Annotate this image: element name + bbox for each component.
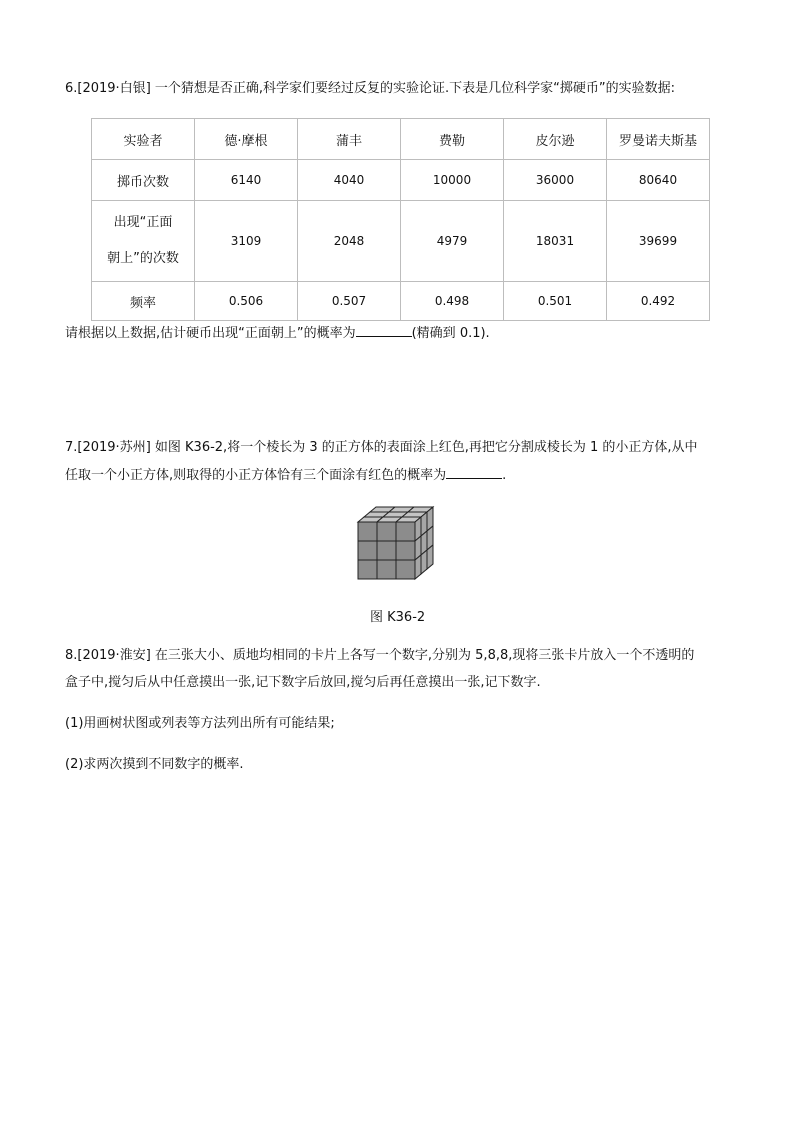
q7-line2 [65,466,506,485]
row-label-line: 朝上”的次数 [107,251,179,266]
q6-question-text: 请根据以上数据,估计硬币出现“正面朝上”的概率为 [65,326,356,341]
cube-side-square [415,555,421,579]
cube-front-square [396,522,415,541]
header-cell: 实验者 [92,119,195,160]
header-cell: 德·摩根 [195,119,298,160]
cube-front-square [377,522,396,541]
table-row [92,160,710,201]
answer-blank [356,324,412,337]
table-cell: 10000 [401,160,504,201]
table-cell: 6140 [195,160,298,201]
q7-line1: 7.[2019·苏州] 如图 K36-2,将一个棱长为 3 的正方体的表面涂上红色,再把它分割成棱长为 1 的小正方体,从中 [65,440,698,455]
table-cell: 0.506 [195,282,298,321]
table-row [92,282,710,321]
q8-line2: 盒子中,搅匀后从中任意摸出一张,记下数字后放回,搅匀后再任意摸出一张,记下数字. [65,675,541,690]
table-cell: 2048 [298,201,401,282]
q8-part2: (2)求两次摸到不同数字的概率. [65,757,244,772]
table-cell: 0.492 [607,282,710,321]
table-cell: 0.507 [298,282,401,321]
q8-part1: (1)用画树状图或列表等方法列出所有可能结果; [65,716,335,731]
answer-blank [446,466,502,479]
q6-question-note: (精确到 0.1). [411,326,490,341]
table-cell: 0.501 [504,282,607,321]
header-cell: 皮尔逊 [504,119,607,160]
q7-period: . [502,468,507,483]
table-cell: 39699 [607,201,710,282]
row-label: 掷币次数 [92,160,195,201]
cube-side-square [421,550,427,574]
cube-figure [356,505,438,587]
cube-front-square [358,522,377,541]
experiment-table [91,118,710,321]
q7-question-text: 任取一个小正方体,则取得的小正方体恰有三个面涂有红色的概率为 [65,468,447,483]
cube-side-square [427,545,433,569]
table-cell: 18031 [504,201,607,282]
figure-caption: 图 K36-2 [370,610,426,625]
cube-front-square [377,560,396,579]
rubiks-cube-icon [358,507,433,579]
table-cell: 36000 [504,160,607,201]
header-cell: 费勒 [401,119,504,160]
row-label-line: 出现“正面 [113,215,173,230]
cube-front-square [396,560,415,579]
header-cell: 蒲丰 [298,119,401,160]
table-cell: 80640 [607,160,710,201]
header-cell: 罗曼诺夫斯基 [607,119,710,160]
table-cell: 4979 [401,201,504,282]
table-header-row [92,119,710,160]
cube-front-square [358,560,377,579]
q6-question [65,324,490,343]
row-label: 频率 [92,282,195,321]
row-label [92,201,195,282]
table-cell: 0.498 [401,282,504,321]
q8-line1: 8.[2019·淮安] 在三张大小、质地均相同的卡片上各写一个数字,分别为 5,8,8,现将三张卡片放入一个不透明的 [65,648,695,663]
cube-front-square [377,541,396,560]
q6-intro: 6.[2019·白银] 一个猜想是否正确,科学家们要经过反复的实验论证.下表是几位科学家“掷硬币”的实验数据: [65,81,676,96]
table-cell: 3109 [195,201,298,282]
cube-front-square [396,541,415,560]
table-row [92,201,710,282]
cube-front-square [358,541,377,560]
table-cell: 4040 [298,160,401,201]
